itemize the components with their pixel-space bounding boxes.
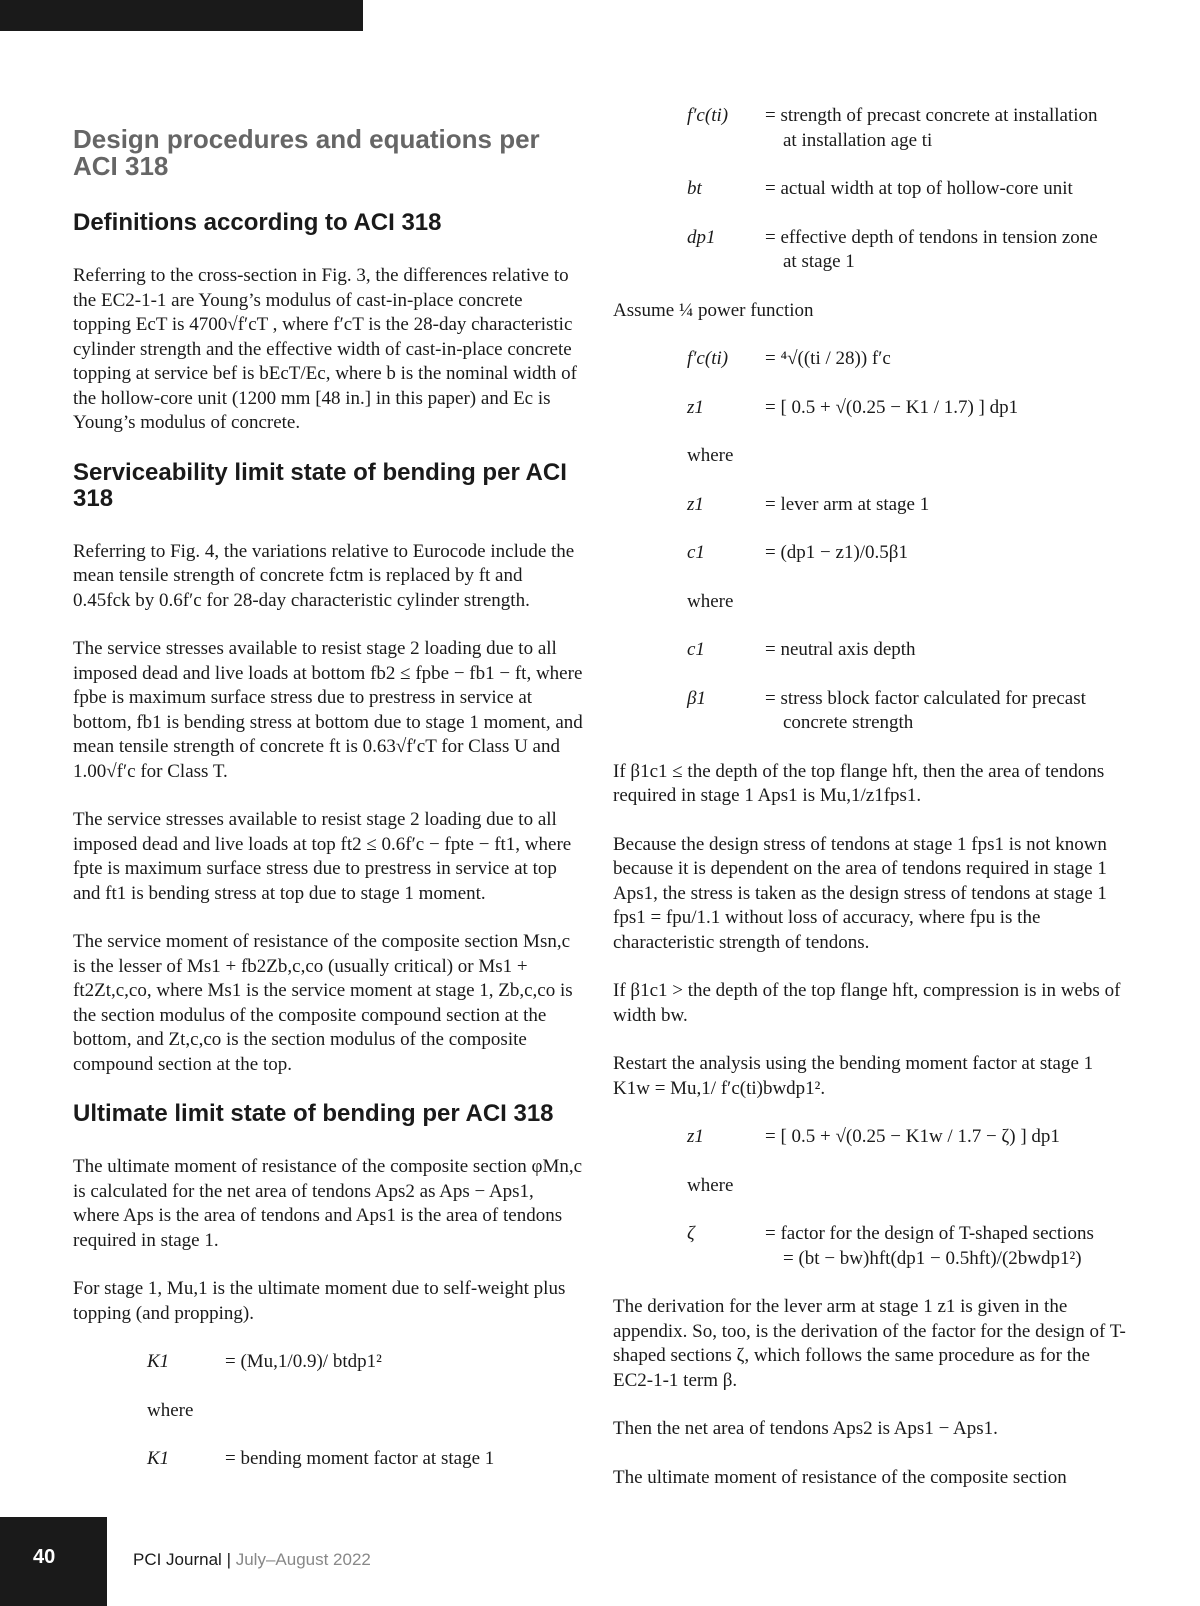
definition-c1 [687,638,1133,663]
definition-line-1: = strength of precast concrete at installation [765,105,1098,126]
equations-block-2 [613,1125,1133,1271]
equation-symbol: z1 [687,396,704,418]
equation-definition: = (dp1 − z1)/0.5β1 [765,542,908,563]
equation-k1 [147,1350,583,1375]
uls-heading: Ultimate limit state of bending per ACI 318 [73,1100,554,1127]
symbol: β1 [687,687,706,709]
definition-line-2: at stage 1 [783,251,855,272]
section-title: Design procedures and equations per ACI 318 [73,124,540,181]
definition: = neutral axis depth [765,639,916,660]
header-bar [0,0,363,31]
equation-c1 [687,541,1133,566]
definition-bt [687,177,1133,202]
where-label: where [687,590,734,612]
definition-z1 [687,493,1133,518]
definition-dp1 [687,226,1133,275]
definition [757,104,1133,153]
where-label: where [147,1399,194,1421]
where-label: where [687,1174,734,1196]
equation-definition: = (Mu,1/0.9)/ btdp1² [225,1351,382,1372]
equation-symbol: K1 [147,1351,170,1372]
equation-definition: = [ 0.5 + √(0.25 − K1 / 1.7) ] dp1 [765,396,1019,418]
if-paragraph-1: If β1c1 ≤ the depth of the top flange hft, then the area of tendons required in stage 1 Aps1 is Mu,1/z1fps1. [613,760,1105,806]
issue-date: July–August 2022 [235,1550,371,1569]
symbol: ζ [687,1223,695,1244]
symbol: f′c(ti) [687,105,729,126]
ultimate-paragraph: The ultimate moment of resistance of the composite section [613,1466,1067,1488]
then-paragraph: Then the net area of tendons Aps2 is Aps1 − Aps1. [613,1418,998,1439]
definitions-heading: Definitions according to ACI 318 [73,209,442,236]
definition [757,226,1133,275]
uls-paragraph-2: For stage 1, Mu,1 is the ultimate moment due to self-weight plus topping (and propping). [73,1278,566,1324]
where-label: where [687,445,734,466]
definition: = lever arm at stage 1 [765,493,930,515]
definitions-paragraph: Referring to the cross-section in Fig. 3, the differences relative to the EC2-1-1 are Young’s modulus of cast-in-place concrete topping EcT is 4700√f′cT , where f′cT is the 28-day characteristic cylinder strength and the effective width of cast-in-place concrete topping at service bef is bEcT/Ec, where b is the nominal width of the hollow-core unit (1200 mm [48 in.] in this paper) and Ec is Young’s modulus of concrete. [73,265,577,433]
assume-paragraph: Assume ¼ power function [613,299,814,321]
definition-line-1: = stress block factor calculated for precast [765,687,1086,709]
sls-paragraph-4: The service moment of resistance of the composite section Msn,c is the lesser of Ms1 + fb2Zb,c,co (usually critical) or Ms1 + ft2Zt,c,co, where Ms1 is the service moment at stage 1, Zb,c,co is the section modulus of the composite compound section at the bottom, and Zt,c,co is the section modulus of the composite compound section at the top. [73,931,573,1075]
definition-line-2: at installation age ti [783,129,933,151]
definition-zeta [687,1222,1133,1271]
definition-line-2: = (bt − bw)hft(dp1 − 0.5hft)/(2bwdp1²) [783,1247,1082,1269]
symbol: K1 [147,1448,170,1469]
symbol: z1 [687,493,704,515]
journal-name: PCI Journal [133,1550,222,1569]
equation-fci [687,347,1133,372]
because-paragraph: Because the design stress of tendons at stage 1 fps1 is not known because it is dependent on the area of tendons required in stage 1 Aps1, the stress is taken as the design stress of tendons at stage 1 fps1 = fpu/1.1 without loss of accuracy, where fpu is the characteristic strength of tendons. [613,833,1107,953]
definition-fci [687,104,1133,153]
restart-paragraph: Restart the analysis using the bending moment factor at stage 1 K1w = Mu,1/ f′c(ti)bwdp1². [613,1053,1094,1099]
equations-block-1 [613,347,1133,736]
definitions-block [613,104,1133,275]
definition-line-2: concrete strength [783,712,914,733]
equation-definition: = ⁴√((ti / 28)) f′c [765,348,891,369]
page-number: 40 [33,1546,56,1568]
symbol: dp1 [687,226,716,248]
definition-k1 [147,1447,583,1472]
uls-paragraph-1: The ultimate moment of resistance of the composite section φMn,c is calculated for the net area of tendons Aps2 as Aps − Aps1, where Aps is the area of tendons and Aps1 is the area of tendons required in stage 1. [73,1156,583,1251]
footer-separator: | [226,1550,231,1569]
definition: = actual width at top of hollow-core unit [765,178,1073,199]
definition-line-1: = effective depth of tendons in tension zone [765,226,1098,248]
definition-beta1 [687,687,1133,736]
definition-line-1: = factor for the design of T-shaped sections [765,1223,1094,1244]
right-column [613,104,1133,1514]
symbol: bt [687,178,702,199]
if-paragraph-2: If β1c1 > the depth of the top flange hft, compression is in webs of width bw. [613,980,1121,1026]
sls-paragraph-1: Referring to Fig. 4, the variations relative to Eurocode include the mean tensile strength of concrete fctm is replaced by ft and 0.45fck by 0.6f′c for 28-day characteristic cylinder strength. [73,540,575,611]
sls-heading: Serviceability limit state of bending per ACI 318 [73,458,567,512]
equation-symbol: f′c(ti) [687,348,729,369]
sls-paragraph-2: The service stresses available to resist stage 2 loading due to all imposed dead and live loads at bottom fb2 ≤ fpbe − fb1 − ft, where fpbe is maximum surface stress due to prestress in service at bottom, fb1 is bending stress at bottom due to stage 1 moment, and mean tensile strength of concrete ft is 0.63√f′cT for Class U and 1.00√f′c for Class T. [73,638,583,782]
definition: = bending moment factor at stage 1 [225,1448,495,1469]
equation-z1w [687,1125,1133,1150]
footer [133,1550,371,1570]
symbol: c1 [687,639,705,660]
definition [757,687,1133,736]
equation-symbol: z1 [687,1126,704,1147]
k1-equation-block [73,1350,583,1472]
left-column [73,120,583,1496]
equation-z1 [687,396,1133,421]
sls-paragraph-3: The service stresses available to resist stage 2 loading due to all imposed dead and live loads at top ft2 ≤ 0.6f′c − fpte − ft1, where fpte is maximum surface stress due to prestress in service at top and ft1 is bending stress at top due to stage 1 moment. [73,809,572,904]
equation-symbol: c1 [687,542,705,563]
derivation-paragraph: The derivation for the lever arm at stage 1 z1 is given in the appendix. So, too, is the derivation of the factor for the design of T-shaped sections ζ, which follows the same procedure as for the EC2-1-1 term β. [613,1296,1126,1391]
equation-definition: = [ 0.5 + √(0.25 − K1w / 1.7 − ζ) ] dp1 [765,1126,1060,1147]
definition [757,1222,1133,1271]
